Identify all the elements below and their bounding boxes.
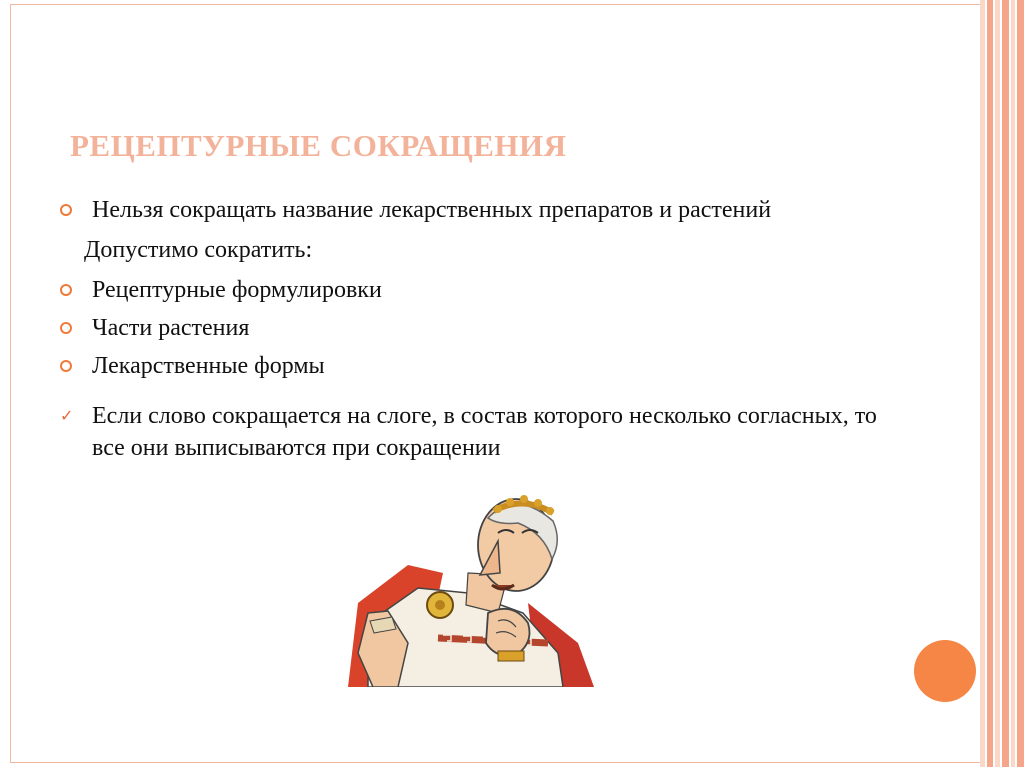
list-item-text: Нельзя сокращать название лекарственных препаратов и растений <box>92 197 772 223</box>
decorative-orange-circle <box>914 640 976 702</box>
frame-left-line <box>10 4 11 763</box>
bullet-icon <box>60 360 72 372</box>
bullet-icon <box>60 322 72 334</box>
stripe <box>1002 0 1009 767</box>
checkmark-icon: ✓ <box>60 406 74 425</box>
frame-top-line <box>10 4 980 5</box>
stripe <box>1011 0 1015 767</box>
stripe <box>995 0 1000 767</box>
list-item-text: Лекарственные формы <box>92 353 325 379</box>
list-item-text: Допустимо сократить: <box>84 237 313 263</box>
frame-bottom-line <box>10 762 980 763</box>
stripe <box>980 0 985 767</box>
roman-emperor-illustration <box>348 493 596 687</box>
stripe <box>987 0 993 767</box>
bullet-icon <box>60 204 72 216</box>
list-item-text: Если слово сокращается на слоге, в состав которого несколько согласных, то все они выписываются при сокращении <box>92 403 877 461</box>
list-item-text: Рецептурные формулировки <box>92 277 382 303</box>
bullet-icon <box>60 284 72 296</box>
slide-title: РЕЦЕПТУРНЫЕ СОКРАЩЕНИЯ <box>70 128 567 163</box>
list-item-text: Части растения <box>92 315 250 341</box>
stripe <box>1017 0 1024 767</box>
decorative-stripes <box>980 0 1024 767</box>
